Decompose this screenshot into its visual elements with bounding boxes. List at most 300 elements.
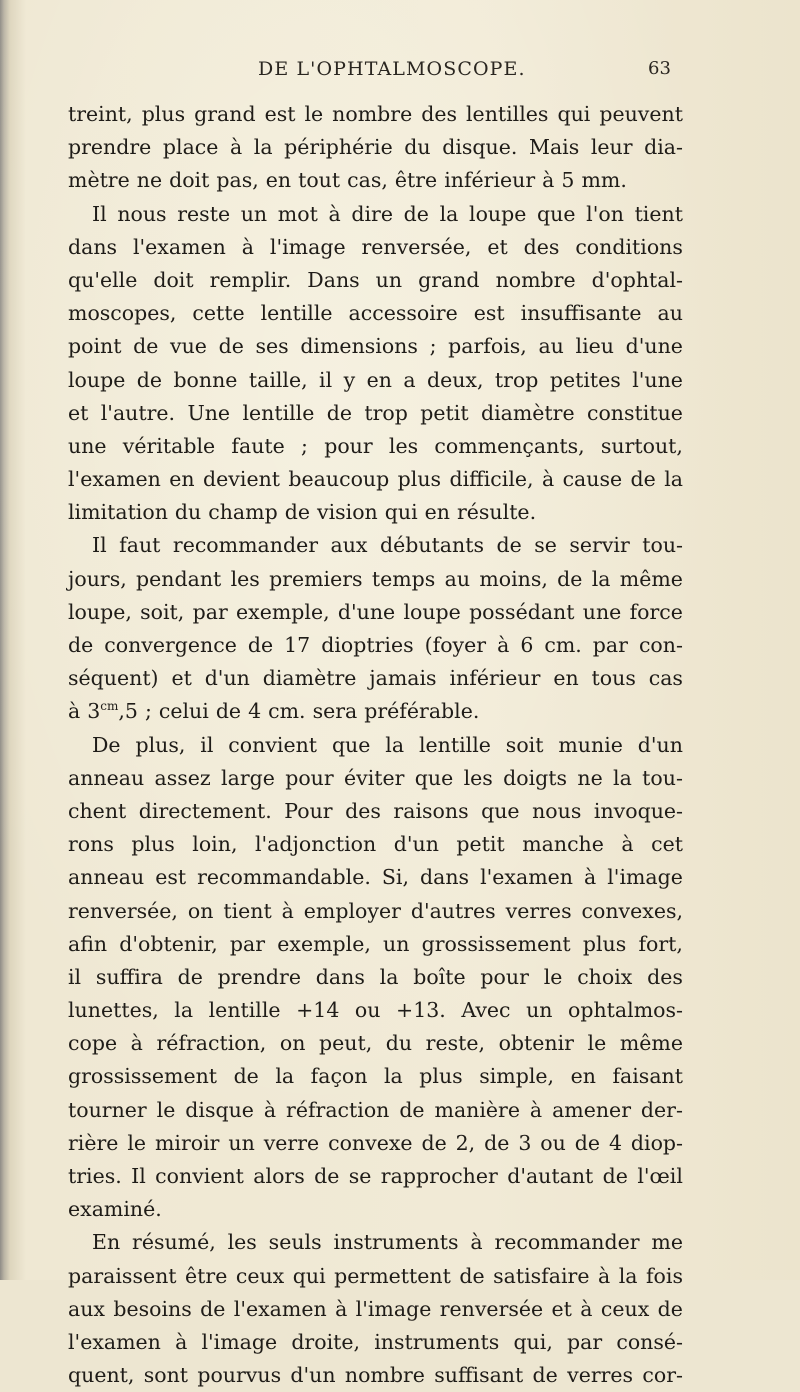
- word: loupe: [68, 367, 126, 392]
- word: constitue: [586, 400, 683, 425]
- word: renversée,: [361, 234, 472, 259]
- word: cette: [192, 301, 245, 326]
- word: façon: [310, 1064, 368, 1089]
- word: leur: [590, 135, 633, 160]
- word: recommander: [494, 1230, 640, 1255]
- word: et: [68, 400, 89, 425]
- word: en: [265, 168, 292, 193]
- word: et: [487, 234, 508, 259]
- word: la: [275, 1064, 295, 1089]
- word: accessoire: [348, 301, 458, 326]
- word: l'examen: [68, 467, 161, 492]
- word: faut: [119, 533, 161, 558]
- word: fois: [645, 1263, 683, 1288]
- paragraph-first-line: [68, 729, 683, 762]
- text-line: [68, 1094, 683, 1127]
- word: munie: [558, 732, 623, 757]
- word: tourner: [68, 1097, 147, 1122]
- word: convexe: [328, 1130, 413, 1155]
- word: l'image: [201, 1329, 278, 1354]
- text-line: [68, 928, 683, 961]
- text-line: [68, 164, 683, 197]
- word: pas,: [216, 168, 259, 193]
- word: pourvus: [197, 1363, 282, 1388]
- word: des: [647, 964, 683, 989]
- page-number: 63: [648, 58, 671, 79]
- word: à: [229, 135, 243, 160]
- word: le: [543, 964, 563, 989]
- word: les: [227, 1230, 257, 1255]
- text-line: [68, 1193, 683, 1226]
- word: deux,: [426, 367, 484, 392]
- word: taille,: [248, 367, 308, 392]
- word: devient: [203, 467, 281, 492]
- word: vision: [316, 500, 378, 525]
- text-line: [68, 131, 683, 164]
- word: dia-: [644, 135, 683, 160]
- word: servir: [569, 533, 630, 558]
- text-line: [68, 330, 683, 363]
- word: la: [618, 1263, 638, 1288]
- word: difficile,: [449, 467, 534, 492]
- word: d'un: [204, 666, 250, 691]
- paragraph-first-line: [68, 529, 683, 562]
- text-line: [68, 1293, 683, 1326]
- word: de: [136, 367, 163, 392]
- word: instruments: [333, 1230, 459, 1255]
- text-line: [68, 895, 683, 928]
- word: éviter: [344, 765, 405, 790]
- word: possédant: [469, 599, 575, 624]
- word: de: [484, 1130, 510, 1155]
- word: rons: [68, 832, 114, 857]
- word: sera: [312, 699, 358, 724]
- word: tries.: [68, 1164, 122, 1188]
- word: faute: [231, 433, 285, 458]
- word: point: [68, 334, 122, 359]
- word: disque: [185, 1097, 254, 1122]
- word: est: [264, 102, 296, 126]
- word: débutants: [379, 533, 484, 558]
- word: en: [366, 367, 392, 392]
- word: des: [421, 102, 457, 126]
- word: plus: [131, 832, 175, 857]
- word: convergence: [104, 633, 237, 657]
- word: prendre: [68, 135, 152, 160]
- word: en: [169, 467, 195, 492]
- text-line: [68, 397, 683, 430]
- word: pendant: [136, 566, 222, 591]
- word: les: [388, 433, 419, 458]
- word: qui: [384, 500, 418, 525]
- word: tou-: [642, 533, 683, 558]
- text-line: [68, 629, 683, 662]
- word: l'examen: [68, 1329, 161, 1354]
- word: miroir: [154, 1130, 220, 1155]
- word: en: [553, 666, 579, 691]
- word: Mais: [528, 135, 580, 160]
- word: ;: [144, 699, 152, 724]
- word: le: [304, 102, 324, 126]
- word: lunettes,: [68, 998, 159, 1023]
- word: inférieur: [444, 168, 536, 193]
- word: fort,: [638, 931, 683, 956]
- text-line: [68, 463, 683, 496]
- word: mot: [277, 201, 318, 226]
- word: cm.: [544, 633, 582, 657]
- word: la: [379, 964, 399, 989]
- word: il: [68, 964, 82, 989]
- word: celui: [158, 699, 209, 724]
- word: par: [229, 931, 266, 956]
- word: assez: [154, 765, 211, 790]
- word: à: [621, 832, 634, 857]
- word: raisons: [393, 798, 469, 823]
- word: les: [230, 566, 260, 591]
- word: des: [523, 234, 560, 259]
- word: y: [343, 367, 356, 392]
- word: mm.: [581, 168, 627, 193]
- word: verres: [505, 898, 572, 923]
- text-line: [68, 795, 683, 828]
- word: loupe,: [68, 599, 132, 624]
- word: de: [133, 334, 159, 359]
- word: à: [541, 467, 555, 492]
- word: des: [345, 798, 381, 823]
- word: les: [463, 765, 493, 790]
- word: et: [551, 1296, 572, 1321]
- word: lentille: [418, 732, 491, 757]
- word: large: [221, 765, 275, 790]
- word: obtenir: [498, 1031, 574, 1056]
- word: d'autant: [507, 1164, 594, 1188]
- word: +14: [296, 998, 340, 1023]
- word: commençants,: [434, 433, 585, 458]
- word: de: [657, 1296, 683, 1321]
- word: l'examen: [233, 1296, 327, 1321]
- word: il: [319, 367, 333, 392]
- word: dire: [351, 201, 393, 226]
- word: loin,: [192, 832, 238, 857]
- word: que: [537, 201, 576, 226]
- word: la: [439, 201, 459, 226]
- word: ceux: [235, 1263, 285, 1288]
- word: se: [534, 533, 557, 558]
- word: résulte.: [456, 500, 537, 525]
- word: au: [444, 566, 471, 591]
- word: dioptries: [321, 633, 414, 657]
- text-line: [68, 1160, 683, 1193]
- word: la: [613, 765, 632, 790]
- word: qu'elle: [68, 267, 138, 292]
- word: de: [630, 467, 656, 492]
- word: la: [253, 135, 273, 160]
- word: suffisant: [434, 1363, 524, 1388]
- word: nombre: [344, 1363, 425, 1388]
- word: grand: [194, 102, 256, 126]
- word: grossissement: [421, 931, 571, 956]
- word: jamais: [369, 666, 437, 691]
- word: ;: [429, 334, 437, 359]
- word: instruments: [374, 1329, 500, 1354]
- word: plus: [419, 1064, 463, 1089]
- running-title: DE L'OPHTALMOSCOPE.: [258, 58, 526, 80]
- word: besoins: [113, 1296, 192, 1321]
- word: reste: [177, 201, 231, 226]
- word: est: [155, 865, 187, 890]
- word: par: [192, 599, 228, 624]
- word: le: [156, 1097, 176, 1122]
- word: diamètre: [480, 400, 575, 425]
- word: à: [542, 168, 555, 193]
- word: recommander: [172, 533, 319, 558]
- word: disque.: [442, 135, 518, 160]
- word: doit: [153, 267, 194, 292]
- word: me: [651, 1230, 683, 1255]
- word: rière: [68, 1130, 119, 1155]
- word: à: [497, 633, 510, 657]
- body-text: [68, 98, 683, 1392]
- word: anneau: [68, 765, 145, 790]
- word: l'examen: [480, 865, 573, 890]
- text-line: [68, 1359, 683, 1392]
- word: au: [657, 301, 683, 326]
- word: inférieur: [449, 666, 541, 691]
- word: l'autre.: [100, 400, 176, 425]
- word: soit,: [140, 599, 185, 624]
- word: lentille: [260, 301, 333, 326]
- word: convient: [155, 1164, 244, 1188]
- word: de: [399, 1097, 425, 1122]
- word: exemple,: [277, 931, 371, 956]
- word: d'une: [625, 334, 683, 359]
- text-line: [68, 364, 683, 397]
- word: petit: [456, 832, 505, 857]
- word: à: [597, 1263, 611, 1288]
- word: 3: [518, 1130, 532, 1155]
- word: +13.: [396, 998, 446, 1023]
- word: l'image: [355, 1296, 432, 1321]
- text-line: [68, 98, 683, 131]
- text-line: [68, 994, 683, 1027]
- word: parfois,: [448, 334, 527, 359]
- word: on: [279, 1031, 306, 1056]
- word: cor-: [642, 1363, 683, 1388]
- word: faisant: [612, 1064, 683, 1089]
- word: petites: [549, 367, 621, 392]
- word: dans: [315, 964, 365, 989]
- word: lentilles: [466, 102, 549, 126]
- word: tient: [634, 201, 683, 226]
- word: de: [177, 964, 203, 989]
- text-line: [68, 1127, 683, 1160]
- text-line: [68, 563, 683, 596]
- text-line: [68, 961, 683, 994]
- word: Pour: [284, 798, 333, 823]
- word: d'autres: [410, 898, 496, 923]
- word: alors: [253, 1164, 305, 1188]
- word: de: [403, 201, 429, 226]
- word: Si,: [381, 865, 409, 890]
- word: l'une: [632, 367, 683, 392]
- word: ceux: [600, 1296, 650, 1321]
- word: ou: [540, 1130, 566, 1155]
- text-line: [68, 662, 683, 695]
- superscript-unit: cm: [100, 699, 119, 714]
- word: 4: [248, 699, 262, 724]
- word: 2,: [455, 1130, 476, 1155]
- word: droite,: [291, 1329, 361, 1354]
- word: l'examen: [132, 234, 226, 259]
- text-line: [68, 762, 683, 795]
- word: cause: [562, 467, 623, 492]
- word: est: [473, 301, 505, 326]
- word: par: [592, 633, 628, 657]
- word: bonne: [173, 367, 238, 392]
- word: verre: [263, 1130, 320, 1155]
- word: soit: [505, 732, 544, 757]
- word: anneau: [68, 865, 145, 890]
- text-line: [68, 861, 683, 894]
- word: ophtalmos-: [568, 998, 683, 1023]
- word: cas: [648, 666, 683, 691]
- word: de: [574, 1130, 601, 1155]
- word: il: [200, 732, 214, 757]
- word: Avec: [461, 998, 511, 1023]
- word: préférable.: [364, 699, 480, 724]
- word: con-: [638, 633, 683, 657]
- paragraph-first-line: [68, 1226, 683, 1259]
- word: la: [591, 566, 611, 591]
- word: premiers: [269, 566, 363, 591]
- paragraph-first-line: [68, 198, 683, 231]
- word: Il: [92, 533, 107, 558]
- word: pour: [480, 964, 529, 989]
- word: plus: [582, 931, 627, 956]
- word: l'image: [269, 234, 346, 259]
- word: à: [470, 1230, 483, 1255]
- word: à: [335, 1296, 348, 1321]
- word: permettent: [334, 1263, 451, 1288]
- word: et: [171, 666, 192, 691]
- word: trop: [494, 367, 539, 392]
- word: treint,: [68, 102, 133, 126]
- word: d'un: [637, 732, 683, 757]
- word: verres: [567, 1363, 634, 1388]
- word: 6: [520, 633, 534, 657]
- text-line: [68, 1060, 683, 1093]
- word: de: [284, 500, 310, 525]
- word: un: [383, 931, 410, 956]
- word: le: [587, 1031, 607, 1056]
- text-line: [68, 231, 683, 264]
- word: 4: [608, 1130, 622, 1155]
- word: ou: [354, 998, 381, 1023]
- word: exemple,: [236, 599, 330, 624]
- word: cas,: [347, 168, 388, 193]
- word: à: [241, 234, 255, 259]
- page-header: [0, 58, 800, 88]
- text-line: [68, 1027, 683, 1060]
- word: moins,: [479, 566, 548, 591]
- word: surtout,: [600, 433, 683, 458]
- word: de: [68, 633, 94, 657]
- word: de: [233, 1064, 259, 1089]
- word: dimensions: [300, 334, 418, 359]
- word: conditions: [575, 234, 683, 259]
- word: satisfaire: [493, 1263, 590, 1288]
- word: invoque-: [593, 798, 683, 823]
- word: ses: [255, 334, 289, 359]
- word: d'obtenir,: [119, 931, 218, 956]
- word: un: [240, 201, 268, 226]
- word: recommandable.: [197, 865, 371, 890]
- word: paraissent: [68, 1263, 177, 1288]
- word: la: [664, 467, 683, 492]
- word: grossissement: [68, 1064, 218, 1089]
- word: de: [557, 566, 583, 591]
- word: sont: [143, 1363, 189, 1388]
- word: manche: [522, 832, 604, 857]
- word: à: [529, 1097, 543, 1122]
- word: convexes,: [581, 898, 683, 923]
- word: a: [403, 367, 416, 392]
- word: à: [175, 1329, 188, 1354]
- word: limitation: [68, 500, 168, 525]
- word: loupe: [403, 599, 461, 624]
- word: du: [174, 500, 202, 525]
- word: à: [328, 201, 341, 226]
- word: l'adjonction: [254, 832, 377, 857]
- word: d'un: [393, 832, 439, 857]
- word: de: [215, 699, 242, 724]
- word: même: [619, 566, 683, 591]
- word: séquent): [68, 666, 159, 691]
- word: remplir.: [209, 267, 292, 292]
- word: lentille: [208, 998, 281, 1023]
- text-line: [68, 828, 683, 861]
- word: la: [174, 998, 194, 1023]
- word: jours,: [68, 566, 127, 591]
- text-line: [68, 1260, 683, 1293]
- word: Une: [187, 400, 231, 425]
- word: rapprocher: [380, 1164, 498, 1188]
- word: qui,: [513, 1329, 553, 1354]
- word: force: [629, 599, 683, 624]
- word: chent: [68, 798, 127, 823]
- text-line: [68, 496, 683, 529]
- word: renversée: [439, 1296, 544, 1321]
- word: plus,: [135, 732, 186, 757]
- word: par: [567, 1329, 603, 1354]
- word: que: [481, 798, 520, 823]
- word: le: [127, 1130, 147, 1155]
- word: quent,: [68, 1363, 135, 1388]
- word: en: [570, 1064, 596, 1089]
- word: prendre: [217, 964, 301, 989]
- word: champ: [208, 500, 278, 525]
- word: que: [414, 765, 454, 790]
- word: au: [538, 334, 564, 359]
- word: peut,: [319, 1031, 373, 1056]
- word: de: [459, 1263, 485, 1288]
- word: à: [263, 1097, 277, 1122]
- word: reste,: [425, 1031, 486, 1056]
- word: cope: [68, 1031, 118, 1056]
- word: dans: [420, 865, 470, 890]
- word: diamètre: [262, 666, 357, 691]
- word: l'image: [607, 865, 683, 890]
